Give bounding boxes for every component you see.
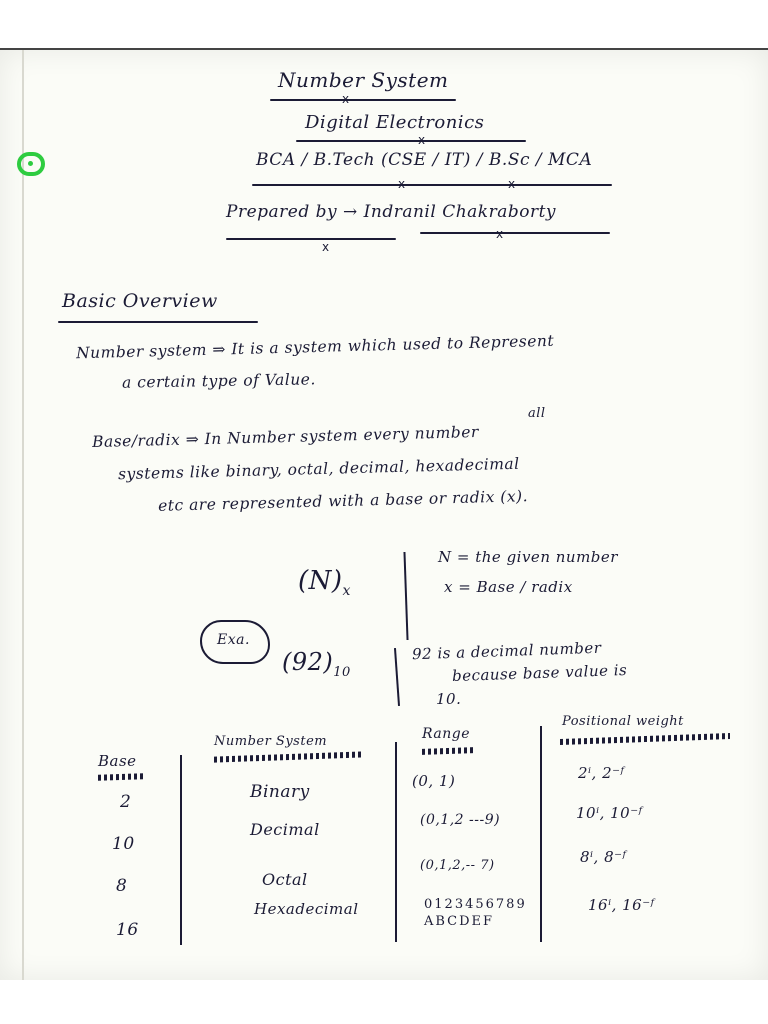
table-cell-system: Decimal [250, 820, 320, 839]
example-value [282, 648, 351, 680]
page-title: Number System [278, 68, 449, 92]
table-cell-system: Octal [262, 870, 308, 889]
base-definition-line3: etc are represented with a base or radix (x). [157, 487, 529, 515]
table-cell-weight: 10ⁱ, 10⁻ᶠ [576, 804, 643, 822]
x-mark: x [398, 177, 406, 191]
courses-underline [252, 184, 612, 186]
page-subtitle: Digital Electronics [305, 112, 485, 133]
table-header-range: Range [422, 726, 470, 742]
notation-desc-n: N = the given number [438, 548, 618, 566]
course-list: BCA / B.Tech (CSE / IT) / B.Sc / MCA [256, 150, 593, 170]
table-cell-base: 10 [112, 834, 135, 854]
author-underline-left [226, 238, 396, 240]
notation-desc-x: x = Base / radix [444, 578, 573, 596]
table-cell-range: (0,1,2 ---9) [420, 812, 501, 828]
notation-formula-subscript: x [342, 583, 351, 600]
table-cell-range: (0, 1) [412, 772, 456, 790]
table-divider [180, 755, 182, 945]
table-header-positional-weight: Positional weight [562, 714, 684, 729]
author-underline-right [420, 232, 610, 234]
base-definition-line2: systems like binary, octal, decimal, hexadecimal [117, 454, 520, 484]
example-desc-line3: 10. [436, 690, 462, 708]
table-cell-weight: 8ⁱ, 8⁻ᶠ [580, 848, 627, 866]
section-heading-underline [58, 321, 258, 323]
green-circle-marker [17, 152, 45, 176]
x-mark: x [496, 227, 504, 241]
example-tag: Exa. [217, 632, 250, 648]
x-mark: x [342, 92, 350, 106]
table-cell-base: 8 [116, 876, 128, 896]
number-system-definition-line1: Number system ⇒ It is a system which used to Represent [75, 331, 555, 363]
base-definition-insert: all [528, 406, 546, 421]
x-mark: x [418, 133, 426, 147]
table-header-number-system: Number System [214, 734, 328, 749]
x-mark: x [508, 177, 516, 191]
notation-formula [298, 566, 351, 599]
section-heading: Basic Overview [62, 290, 218, 312]
table-cell-weight: 16ⁱ, 16⁻ᶠ [588, 896, 655, 914]
notation-formula-text: (N) [298, 566, 343, 596]
table-cell-base: 16 [116, 920, 139, 940]
table-cell-range: (0,1,2,-- 7) [420, 858, 495, 873]
example-value-subscript: 10 [333, 664, 351, 680]
x-mark: x [322, 240, 330, 254]
table-cell-range: 0123456789 ABCDEF [424, 897, 527, 929]
example-desc-line2: because base value is [451, 660, 628, 686]
base-definition-line1: Base/radix ⇒ In Number system every number [91, 422, 480, 452]
table-divider [395, 742, 397, 942]
example-value-text: (92) [282, 648, 334, 676]
table-cell-system: Binary [250, 782, 310, 802]
table-cell-system: Hexadecimal [254, 900, 359, 918]
example-desc-line1: 92 is a decimal number [411, 638, 602, 664]
page-margin-line [22, 50, 24, 980]
table-header-base: Base [98, 752, 137, 770]
table-cell-weight: 2ⁱ, 2⁻ᶠ [578, 764, 625, 782]
author-line: Prepared by → Indranil Chakraborty [226, 202, 557, 222]
number-system-definition-line2: a certain type of Value. [121, 370, 316, 392]
subtitle-underline [296, 140, 526, 142]
table-cell-base: 2 [120, 792, 132, 812]
title-underline [270, 99, 456, 101]
